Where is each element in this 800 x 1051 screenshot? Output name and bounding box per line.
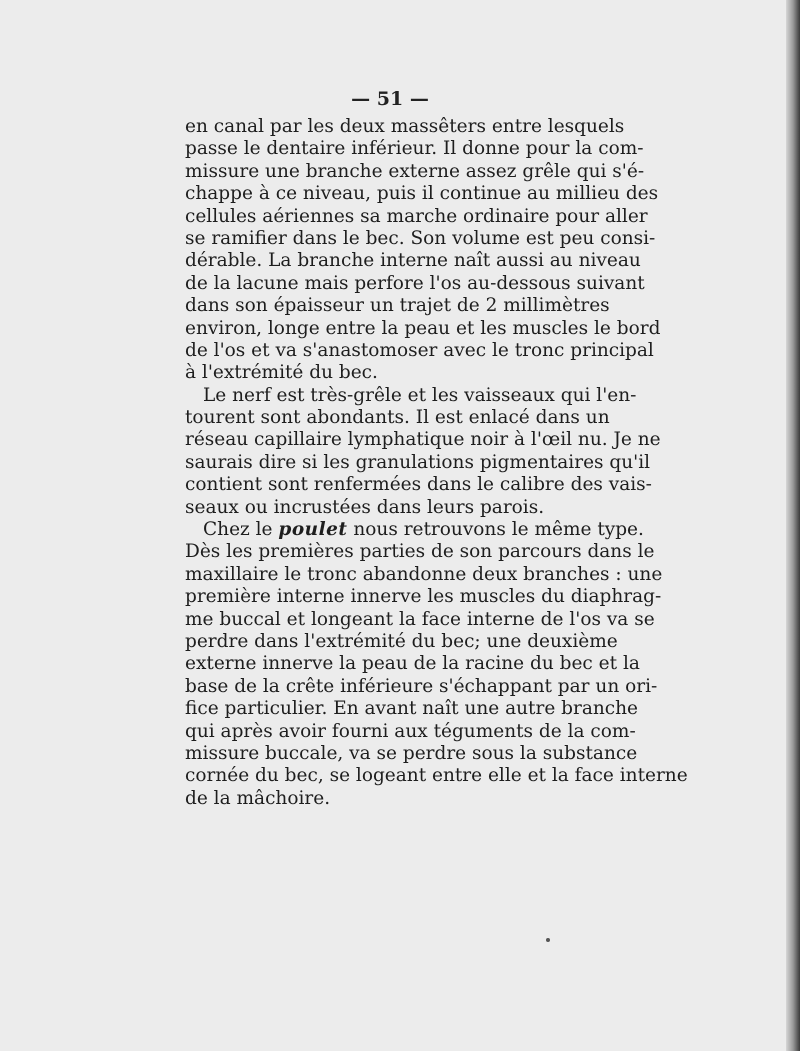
text-line: fice particulier. En avant naît une autre branche xyxy=(185,698,639,720)
text-fragment: Chez le xyxy=(203,519,279,541)
text-line: chappe à ce niveau, puis il continue au millieu des xyxy=(185,183,659,205)
page-number: — 51 — xyxy=(351,88,429,110)
page-edge-shadow xyxy=(786,0,800,1051)
text-line: seaux ou incrustées dans leurs parois. xyxy=(185,496,545,518)
text-line-poulet xyxy=(185,519,644,541)
text-line: tourent sont abondants. Il est enlacé dans un xyxy=(185,407,610,429)
text-line: dans son épaisseur un trajet de 2 millimètres xyxy=(185,295,610,317)
paper-speck xyxy=(546,938,550,942)
text-line: en canal par les deux massêters entre lesquels xyxy=(185,116,625,137)
text-line: à l'extrémité du bec. xyxy=(185,362,378,384)
body-text xyxy=(185,116,688,810)
text-line: missure une branche externe assez grêle qui s'é- xyxy=(185,160,645,182)
text-line: de la mâchoire. xyxy=(185,787,331,809)
text-line: de la lacune mais perfore l'os au-dessous suivant xyxy=(185,272,645,294)
text-line: environ, longe entre la peau et les muscles le bord xyxy=(185,317,661,339)
text-line: maxillaire le tronc abandonne deux branches : une xyxy=(185,563,663,585)
text-line: Dès les premières parties de son parcours dans le xyxy=(185,541,655,563)
text-line: passe le dentaire inférieur. Il donne pour la com- xyxy=(185,138,644,160)
text-line: contient sont renfermées dans le calibre des vais- xyxy=(185,474,652,496)
text-line: base de la crête inférieure s'échappant par un ori- xyxy=(185,675,658,697)
text-line: réseau capillaire lymphatique noir à l'œil nu. Je ne xyxy=(185,429,661,451)
text-line: saurais dire si les granulations pigmentaires qu'il xyxy=(185,451,651,473)
text-fragment: nous retrouvons le même type. xyxy=(347,519,644,541)
text-line: dérable. La branche interne naît aussi au niveau xyxy=(185,250,641,272)
text-line: perdre dans l'extrémité du bec; une deuxième xyxy=(185,630,618,652)
text-line: missure buccale, va se perdre sous la substance xyxy=(185,742,638,764)
text-line: de l'os et va s'anastomoser avec le tronc principal xyxy=(185,339,654,361)
text-line: cellules aériennes sa marche ordinaire pour aller xyxy=(185,205,648,227)
emphasis-word-poulet: poulet xyxy=(278,519,348,541)
text-line: Le nerf est très-grêle et les vaisseaux qui l'en- xyxy=(203,384,637,406)
text-line: me buccal et longeant la face interne de l'os va se xyxy=(185,608,655,630)
text-line: qui après avoir fourni aux téguments de la com- xyxy=(185,720,636,742)
text-line: externe innerve la peau de la racine du bec et la xyxy=(185,653,640,675)
text-line: se ramifier dans le bec. Son volume est peu consi- xyxy=(185,227,656,249)
text-line: première interne innerve les muscles du diaphrag- xyxy=(185,586,662,608)
text-line: cornée du bec, se logeant entre elle et la face interne xyxy=(185,765,688,787)
